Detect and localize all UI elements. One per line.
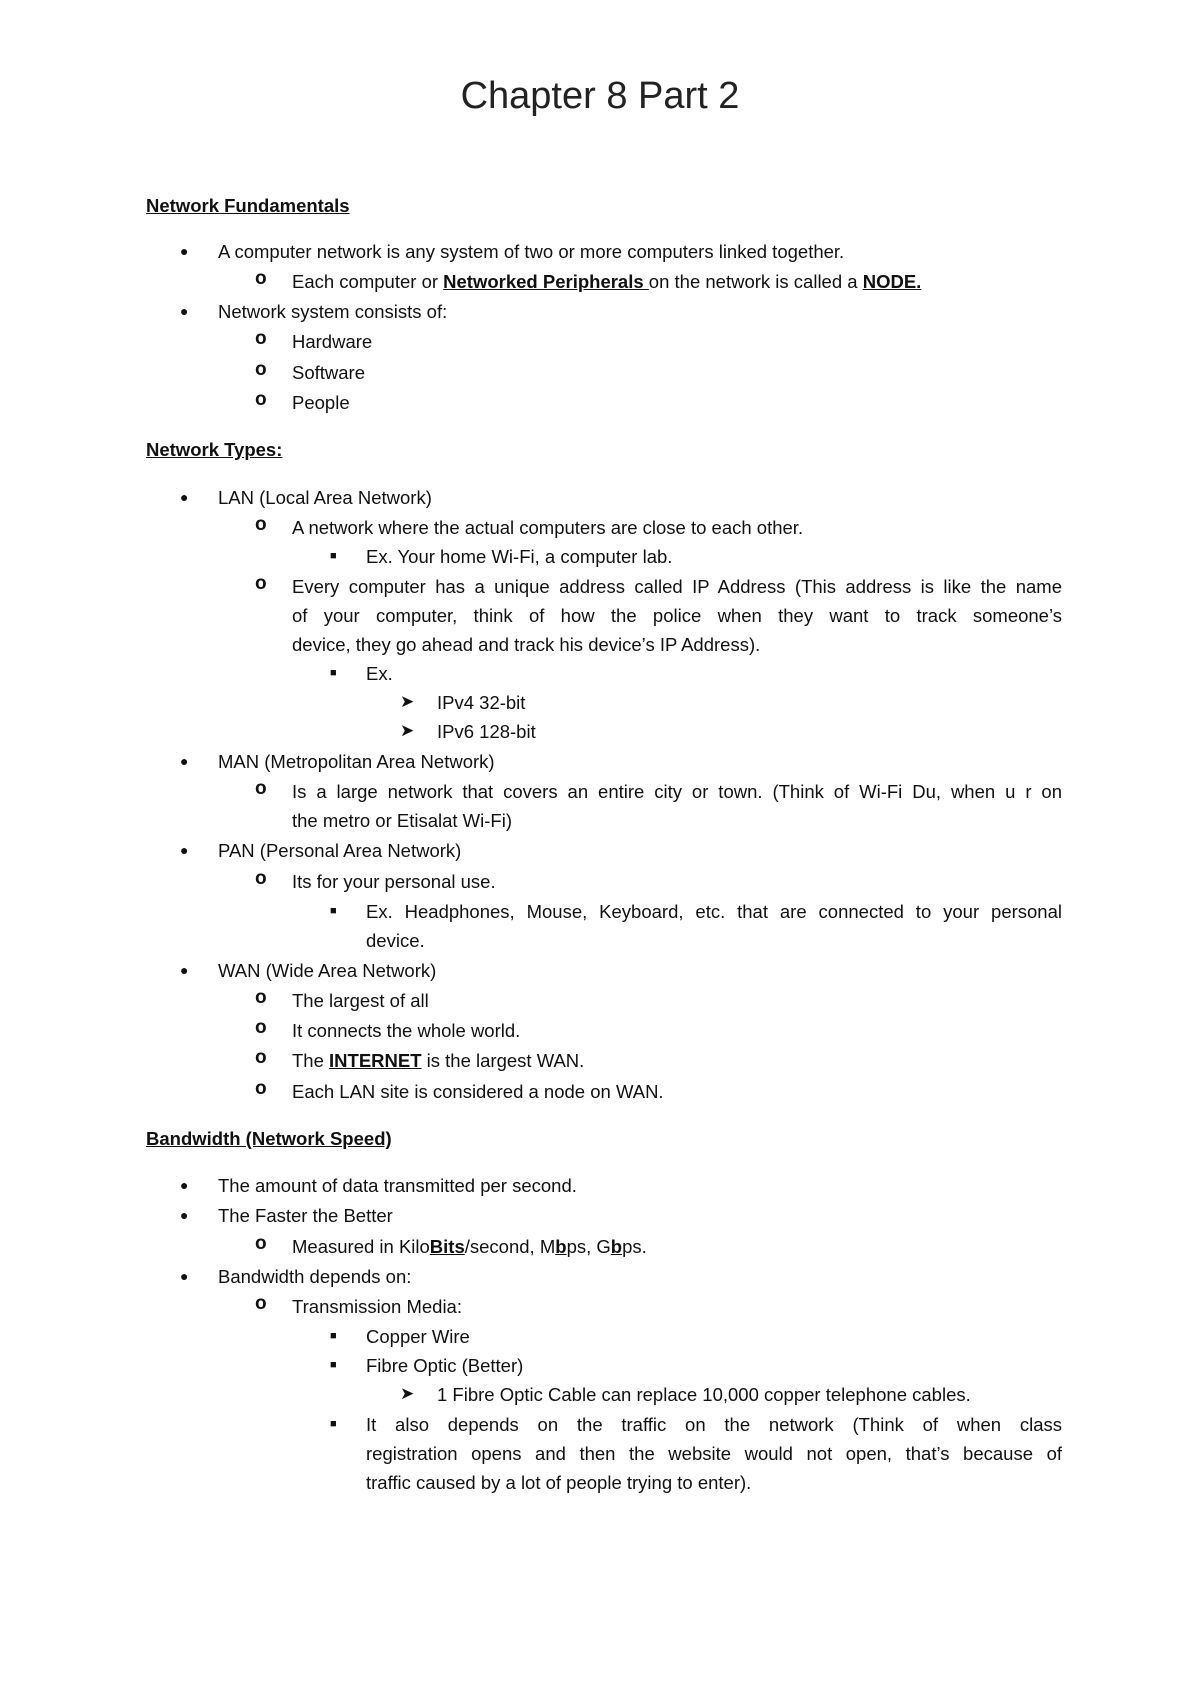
- list-item: Is a large network that covers an entire city or town. (Think of Wi-Fi Du, when u r on: [292, 781, 1062, 802]
- bullet-l1: ●: [180, 1207, 189, 1223]
- list-item-cont: of your computer, think of how the police when they want to track someone’s: [292, 605, 1062, 626]
- list-item: Bandwidth depends on:: [218, 1266, 412, 1287]
- list-item: MAN (Metropolitan Area Network): [218, 751, 495, 772]
- bullet-l2: o: [255, 1078, 267, 1099]
- list-item: People: [292, 392, 350, 413]
- list-item: WAN (Wide Area Network): [218, 960, 437, 981]
- list-item: Transmission Media:: [292, 1296, 462, 1317]
- list-item-cont: device.: [366, 930, 425, 951]
- list-item: [292, 1050, 584, 1072]
- section-heading-types: Network Types:: [146, 439, 283, 460]
- list-item: PAN (Personal Area Network): [218, 840, 462, 861]
- list-item: A computer network is any system of two or more computers linked together.: [218, 241, 845, 262]
- bullet-l3: ■: [330, 550, 337, 562]
- bullet-l2: o: [255, 1233, 267, 1254]
- bullet-l2: o: [255, 1047, 267, 1068]
- bullet-l2: o: [255, 514, 267, 535]
- bullet-l1: ●: [180, 303, 189, 319]
- text: /second, M: [464, 1236, 556, 1257]
- list-item: 1 Fibre Optic Cable can replace 10,000 copper telephone cables.: [437, 1384, 971, 1405]
- bullet-l1: ●: [180, 842, 189, 858]
- bullet-l3: ■: [330, 905, 337, 917]
- bullet-l2: o: [255, 1017, 267, 1038]
- list-item: LAN (Local Area Network): [218, 487, 432, 508]
- bullet-l2: o: [255, 389, 267, 410]
- section-heading-bandwidth: Bandwidth (Network Speed): [146, 1128, 392, 1149]
- list-item: It also depends on the traffic on the network (Think of when class: [366, 1414, 1062, 1435]
- section-heading-fundamentals: Network Fundamentals: [146, 195, 350, 216]
- list-item: Hardware: [292, 331, 373, 352]
- text: Measured in Kilo: [292, 1236, 430, 1257]
- bullet-l1: ●: [180, 243, 189, 259]
- b-term: b: [610, 1236, 623, 1257]
- bullet-l2: o: [255, 328, 267, 349]
- bullet-l1: ●: [180, 962, 189, 978]
- b-term: b: [555, 1236, 567, 1257]
- bullet-l2: o: [255, 268, 267, 289]
- bullet-l3: ■: [330, 667, 337, 679]
- bullet-l2: o: [255, 868, 267, 889]
- text: ps.: [622, 1236, 647, 1257]
- bullet-l3: ■: [330, 1418, 337, 1430]
- bullet-l3: ■: [330, 1359, 337, 1371]
- list-item: IPv6 128-bit: [437, 721, 536, 742]
- list-item: It connects the whole world.: [292, 1020, 521, 1041]
- bullet-l1: ●: [180, 753, 189, 769]
- list-item: [292, 1236, 647, 1258]
- node-term: NODE.: [862, 271, 922, 292]
- text: on the network is called a: [648, 271, 863, 292]
- text: Each computer or: [292, 271, 444, 292]
- list-item: [292, 271, 921, 293]
- list-item: Ex.: [366, 663, 393, 684]
- list-item: A network where the actual computers are close to each other.: [292, 517, 804, 538]
- list-item: Ex. Your home Wi-Fi, a computer lab.: [366, 546, 673, 567]
- bullet-l2: o: [255, 359, 267, 380]
- list-item-cont: the metro or Etisalat Wi-Fi): [292, 810, 512, 831]
- text: is the largest WAN.: [421, 1050, 585, 1071]
- arrow-bullet-icon: ➤: [400, 1384, 415, 1403]
- bullet-l1: ●: [180, 489, 189, 505]
- list-item: Fibre Optic (Better): [366, 1355, 524, 1376]
- arrow-bullet-icon: ➤: [400, 692, 415, 711]
- text: The: [292, 1050, 330, 1071]
- list-item-cont: device, they go ahead and track his device’s IP Address).: [292, 634, 761, 655]
- text: ps, G: [566, 1236, 611, 1257]
- list-item: The amount of data transmitted per second.: [218, 1175, 577, 1196]
- list-item: Every computer has a unique address called IP Address (This address is like the name: [292, 576, 1062, 597]
- networked-peripherals-term: Networked Peripherals: [443, 271, 649, 292]
- bullet-l2: o: [255, 987, 267, 1008]
- bits-term: Bits: [429, 1236, 465, 1257]
- bullet-l1: ●: [180, 1268, 189, 1284]
- list-item: The largest of all: [292, 990, 429, 1011]
- list-item: Each LAN site is considered a node on WAN.: [292, 1081, 664, 1102]
- list-item: IPv4 32-bit: [437, 692, 526, 713]
- bullet-l2: o: [255, 573, 267, 594]
- bullet-l3: ■: [330, 1330, 337, 1342]
- list-item-cont: traffic caused by a lot of people trying to enter).: [366, 1472, 752, 1493]
- bullet-l2: o: [255, 778, 267, 799]
- list-item-cont: registration opens and then the website would not open, that’s because of: [366, 1443, 1062, 1464]
- internet-term: INTERNET: [329, 1050, 422, 1071]
- page-title: Chapter 8 Part 2: [460, 75, 740, 117]
- list-item: Its for your personal use.: [292, 871, 496, 892]
- bullet-l1: ●: [180, 1177, 189, 1193]
- list-item: Copper Wire: [366, 1326, 470, 1347]
- arrow-bullet-icon: ➤: [400, 721, 415, 740]
- bullet-l2: o: [255, 1293, 267, 1314]
- list-item: The Faster the Better: [218, 1205, 393, 1226]
- list-item: Ex. Headphones, Mouse, Keyboard, etc. that are connected to your personal: [366, 901, 1062, 922]
- list-item: Network system consists of:: [218, 301, 448, 322]
- list-item: Software: [292, 362, 366, 383]
